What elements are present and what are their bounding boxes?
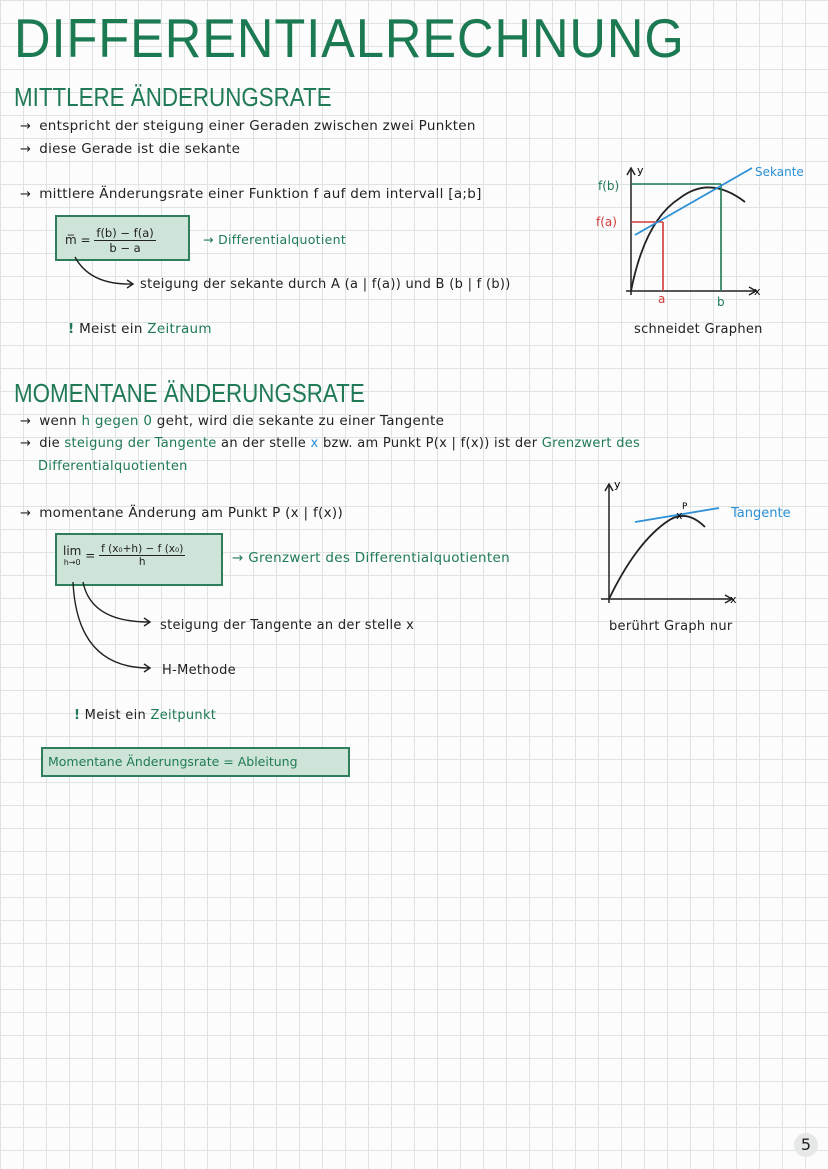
- summary-box: [41, 747, 350, 777]
- bullet-grenzwert: → die steigung der Tangente an der stelle x bzw. am Punkt P(x | f(x)) ist der Grenzwert des: [20, 436, 641, 451]
- slope-note: steigung der sekante durch A (a | f(a)) und B (b | f (b)): [140, 277, 511, 292]
- function-curve: [609, 516, 705, 599]
- tangente-label: Tangente: [731, 506, 791, 521]
- limit-operator: lim h→0: [63, 544, 82, 567]
- fa-label: f(a): [596, 215, 617, 229]
- bullet-momentane-aenderung: → momentane Änderung am Punkt P (x | f(x)): [20, 505, 344, 521]
- formula-lhs: m̅ =: [65, 233, 91, 247]
- arrow-icon: →: [20, 506, 32, 521]
- bullet-sekante-name: → diese Gerade ist die sekante: [20, 141, 241, 157]
- graph2-x-label: x: [730, 593, 737, 606]
- arrow-icon: →: [20, 142, 32, 157]
- bullet-mittlere-rate: → mittlere Änderungsrate einer Funktion f auf dem intervall [a;b]: [20, 186, 482, 202]
- sekante-line: [635, 168, 752, 235]
- graph1-x-label: x: [754, 285, 761, 298]
- sekante-label: Sekante: [755, 165, 804, 179]
- sekante-graph: [590, 160, 820, 310]
- arrow-icon: →: [203, 232, 219, 247]
- page-number: 5: [794, 1133, 818, 1157]
- graph2-y-label: y: [614, 478, 621, 491]
- zeitpunkt-note: ! Meist ein Zeitpunkt: [74, 708, 217, 723]
- graph1-caption: schneidet Graphen: [634, 322, 763, 337]
- section-heading-mittlere: MITTLERE ÄNDERUNGSRATE: [14, 82, 332, 112]
- touch-point-icon: x: [676, 509, 683, 522]
- zeitraum-note: ! Meist ein Zeitraum: [68, 321, 212, 337]
- section-heading-momentane: MOMENTANE ÄNDERUNGSRATE: [14, 378, 365, 408]
- a-label: a: [658, 292, 666, 306]
- fb-label: f(b): [598, 179, 620, 193]
- exclamation-icon: !: [74, 708, 81, 723]
- branch-tangente-steigung: steigung der Tangente an der stelle x: [160, 618, 415, 633]
- summary-text: Momentane Änderungsrate = Ableitung: [48, 754, 298, 769]
- arrow-icon: →: [20, 119, 32, 134]
- arrow-icon: →: [232, 550, 249, 566]
- function-curve: [631, 187, 745, 291]
- b-label: b: [717, 295, 725, 309]
- grenzwert-label: → Grenzwert des Differentialquotienten: [232, 550, 510, 566]
- formula-fraction: $\frac{f(b) - f(a)}{b - a}$: [96, 226, 154, 255]
- bullet-sekante-def: → entspricht der steigung einer Geraden zwischen zwei Punkten: [20, 118, 476, 134]
- p-label: P: [682, 502, 688, 512]
- tangente-graph: [595, 475, 820, 615]
- bullet-h-gegen-0: → wenn h gegen 0 geht, wird die sekante zu einer Tangente: [20, 413, 445, 429]
- differentialquotienten-cont: Differentialquotienten: [38, 459, 188, 474]
- arrow-icon: →: [20, 436, 32, 451]
- branch-arrows-icon: [65, 578, 165, 678]
- graph2-caption: berührt Graph nur: [609, 619, 733, 634]
- graph1-y-label: y: [637, 164, 644, 177]
- exclamation-icon: !: [68, 321, 75, 337]
- formula-fraction: $\frac{\text{f (x₀+h) − f (x₀)}}{h}$: [101, 543, 184, 568]
- arrow-icon: →: [20, 187, 32, 202]
- formula-box-momentane: lim h→0 = $\frac{\text{f (x₀+h) − f (x₀)}}{h}$: [55, 533, 223, 586]
- arrow-icon: →: [20, 414, 32, 429]
- branch-h-methode: H-Methode: [162, 663, 236, 678]
- page-title: DIFFERENTIALRECHNUNG: [14, 7, 685, 69]
- curved-arrow-icon: [70, 255, 140, 295]
- differentialquotient-label: → Differentialquotient: [203, 232, 347, 247]
